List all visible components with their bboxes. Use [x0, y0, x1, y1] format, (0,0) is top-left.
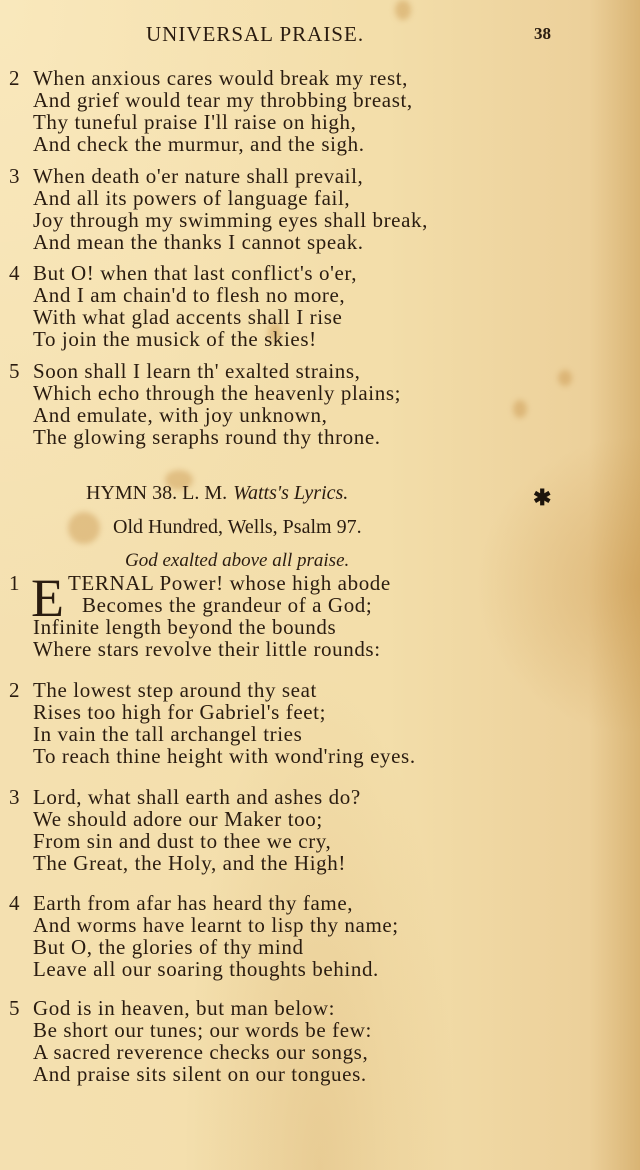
verse-line: And all its powers of language fail,: [33, 186, 351, 210]
verse-line: Soon shall I learn th' exalted strains,: [33, 359, 361, 383]
paper-stain: [68, 512, 100, 544]
hymn-subject: God exalted above all praise.: [125, 550, 350, 571]
verse-line: And mean the thanks I cannot speak.: [33, 230, 364, 254]
verse-line: God is in heaven, but man below:: [33, 996, 336, 1020]
hymn-source: Watts's Lyrics.: [233, 482, 349, 504]
verse-line: And grief would tear my throbbing breast,: [33, 88, 413, 112]
verse-line: Rises too high for Gabriel's feet;: [33, 700, 327, 724]
verse-number: 5: [9, 996, 20, 1020]
verse-line: Infinite length beyond the bounds: [33, 615, 337, 639]
verse-number: 2: [9, 66, 20, 90]
verse-line: And praise sits silent on our tongues.: [33, 1062, 367, 1086]
paper-stain: [558, 370, 572, 386]
drop-cap: E: [31, 568, 64, 628]
running-title: UNIVERSAL PRAISE.: [146, 22, 365, 46]
verse-number: 1: [9, 571, 20, 595]
verse-line: And I am chain'd to flesh no more,: [33, 283, 346, 307]
verse-line: Thy tuneful praise I'll raise on high,: [33, 110, 357, 134]
verse-line: TERNAL Power! whose high abode: [68, 571, 391, 595]
verse-number: 4: [9, 891, 20, 915]
verse-number: 5: [9, 359, 20, 383]
verse-line: Which echo through the heavenly plains;: [33, 381, 402, 405]
verse-number: 3: [9, 785, 20, 809]
verse-line: Becomes the grandeur of a God;: [82, 593, 373, 617]
verse-line: We should adore our Maker too;: [33, 807, 323, 831]
paper-stain: [395, 0, 411, 20]
verse-number: 2: [9, 678, 20, 702]
verse-line: And emulate, with joy unknown,: [33, 403, 328, 427]
hymn-heading: [86, 482, 348, 505]
verse-line: When anxious cares would break my rest,: [33, 66, 409, 90]
verse-line: Lord, what shall earth and ashes do?: [33, 785, 361, 809]
hymn-tunes: Old Hundred, Wells, Psalm 97.: [113, 516, 362, 538]
verse-number: 3: [9, 164, 20, 188]
verse-line: From sin and dust to thee we cry,: [33, 829, 332, 853]
verse-line: To reach thine height with wond'ring eyes.: [33, 744, 416, 768]
page-number: 38: [534, 24, 551, 43]
verse-line: To join the musick of the skies!: [33, 327, 317, 351]
verse-line: And check the murmur, and the sigh.: [33, 132, 365, 156]
verse-line: When death o'er nature shall prevail,: [33, 164, 364, 188]
verse-line: The Great, the Holy, and the High!: [33, 851, 346, 875]
verse-line: With what glad accents shall I rise: [33, 305, 343, 329]
verse-line: Where stars revolve their little rounds:: [33, 637, 381, 661]
verse-line: In vain the tall archangel tries: [33, 722, 303, 746]
verse-line: Earth from afar has heard thy fame,: [33, 891, 354, 915]
running-head: [0, 22, 640, 52]
verse-line: Joy through my swimming eyes shall break,: [33, 208, 428, 232]
verse-line: But O, the glories of thy mind: [33, 935, 304, 959]
verse-line: Leave all our soaring thoughts behind.: [33, 957, 379, 981]
hymn-number-meter: HYMN 38. L. M.: [86, 482, 228, 504]
paper-stain: [513, 400, 527, 418]
verse-line: And worms have learnt to lisp thy name;: [33, 913, 399, 937]
verse-line: A sacred reverence checks our songs,: [33, 1040, 369, 1064]
verse-line: But O! when that last conflict's o'er,: [33, 261, 358, 285]
verse-number: 4: [9, 261, 20, 285]
verse-line: The lowest step around thy seat: [33, 678, 317, 702]
verse-line: Be short our tunes; our words be few:: [33, 1018, 372, 1042]
ornament-icon: ✱: [533, 485, 552, 511]
verse-line: The glowing seraphs round thy throne.: [33, 425, 381, 449]
